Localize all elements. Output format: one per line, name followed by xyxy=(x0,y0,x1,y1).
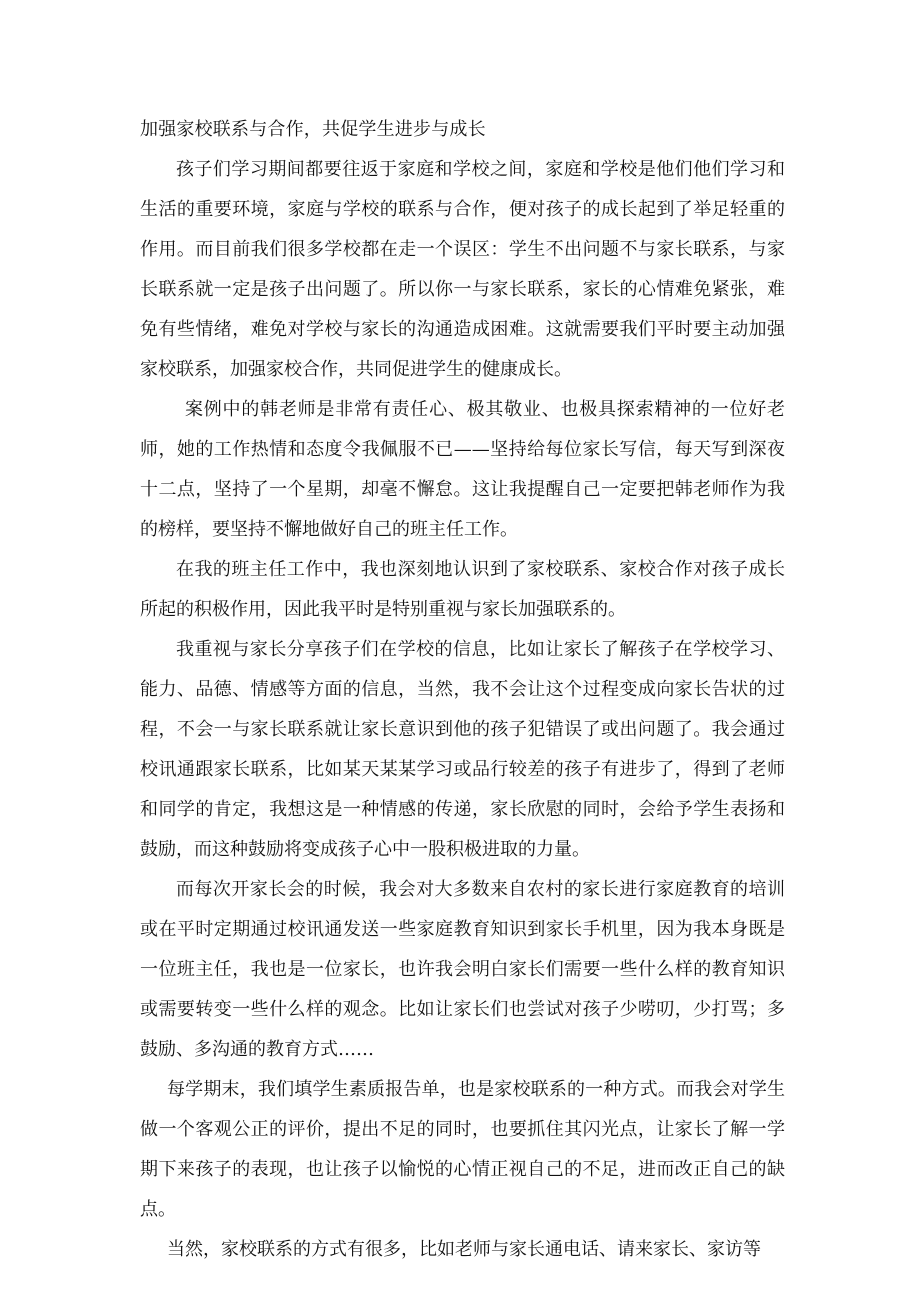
paragraph-3: 在我的班主任工作中，我也深刻地认识到了家校联系、家校合作对孩子成长所起的积极作用，因此我平时是特别重视与家长加强联系的。 xyxy=(140,559,785,620)
paragraph-2: 案例中的韩老师是非常有责任心、极其敬业、也极具探索精神的一位好老师，她的工作热情和态度令我佩服不已——坚持给每位家长写信，每天写到深夜十二点，坚持了一个星期，却毫不懈怠。这让我提醒自己一定要把韩老师作为我的榜样，要坚持不懈地做好自己的班主任工作。 xyxy=(140,399,785,540)
paragraph-7: 当然，家校联系的方式有很多，比如老师与家长通电话、请来家长、家访等 xyxy=(167,1239,761,1260)
document-page xyxy=(140,110,785,1270)
paragraph-1: 孩子们学习期间都要往返于家庭和学校之间，家庭和学校是他们他们学习和生活的重要环境，家庭与学校的联系与合作，便对孩子的成长起到了举足轻重的作用。而目前我们很多学校都在走一个误区：学生不出问题不与家长联系，与家长联系就一定是孩子出问题了。所以你一与家长联系，家长的心情难免紧张，难免有些情绪，难免对学校与家长的沟通造成困难。这就需要我们平时要主动加强家校联系，加强家校合作，共同促进学生的健康成长。 xyxy=(140,159,785,380)
document-title: 加强家校联系与合作，共促学生进步与成长 xyxy=(140,119,486,140)
paragraph-6: 每学期末，我们填学生素质报告单，也是家校联系的一种方式。而我会对学生做一个客观公正的评价，提出不足的同时，也要抓住其闪光点，让家长了解一学期下来孩子的表现，也让孩子以愉悦的心情正视自己的不足，进而改正自己的缺点。 xyxy=(140,1079,785,1220)
paragraph-4: 我重视与家长分享孩子们在学校的信息，比如让家长了解孩子在学校学习、能力、品德、情感等方面的信息，当然，我不会让这个过程变成向家长告状的过程，不会一与家长联系就让家长意识到他的孩子犯错误了或出问题了。我会通过校讯通跟家长联系，比如某天某某学习或品行较差的孩子有进步了，得到了老师和同学的肯定，我想这是一种情感的传递，家长欣慰的同时，会给予学生表扬和鼓励，而这种鼓励将变成孩子心中一股积极进取的力量。 xyxy=(140,639,785,860)
paragraph-5: 而每次开家长会的时候，我会对大多数来自农村的家长进行家庭教育的培训或在平时定期通过校讯通发送一些家庭教育知识到家长手机里，因为我本身既是一位班主任，我也是一位家长，也许我会明白家长们需要一些什么样的教育知识或需要转变一些什么样的观念。比如让家长们也尝试对孩子少唠叨，少打骂；多鼓励、多沟通的教育方式…… xyxy=(140,879,785,1060)
